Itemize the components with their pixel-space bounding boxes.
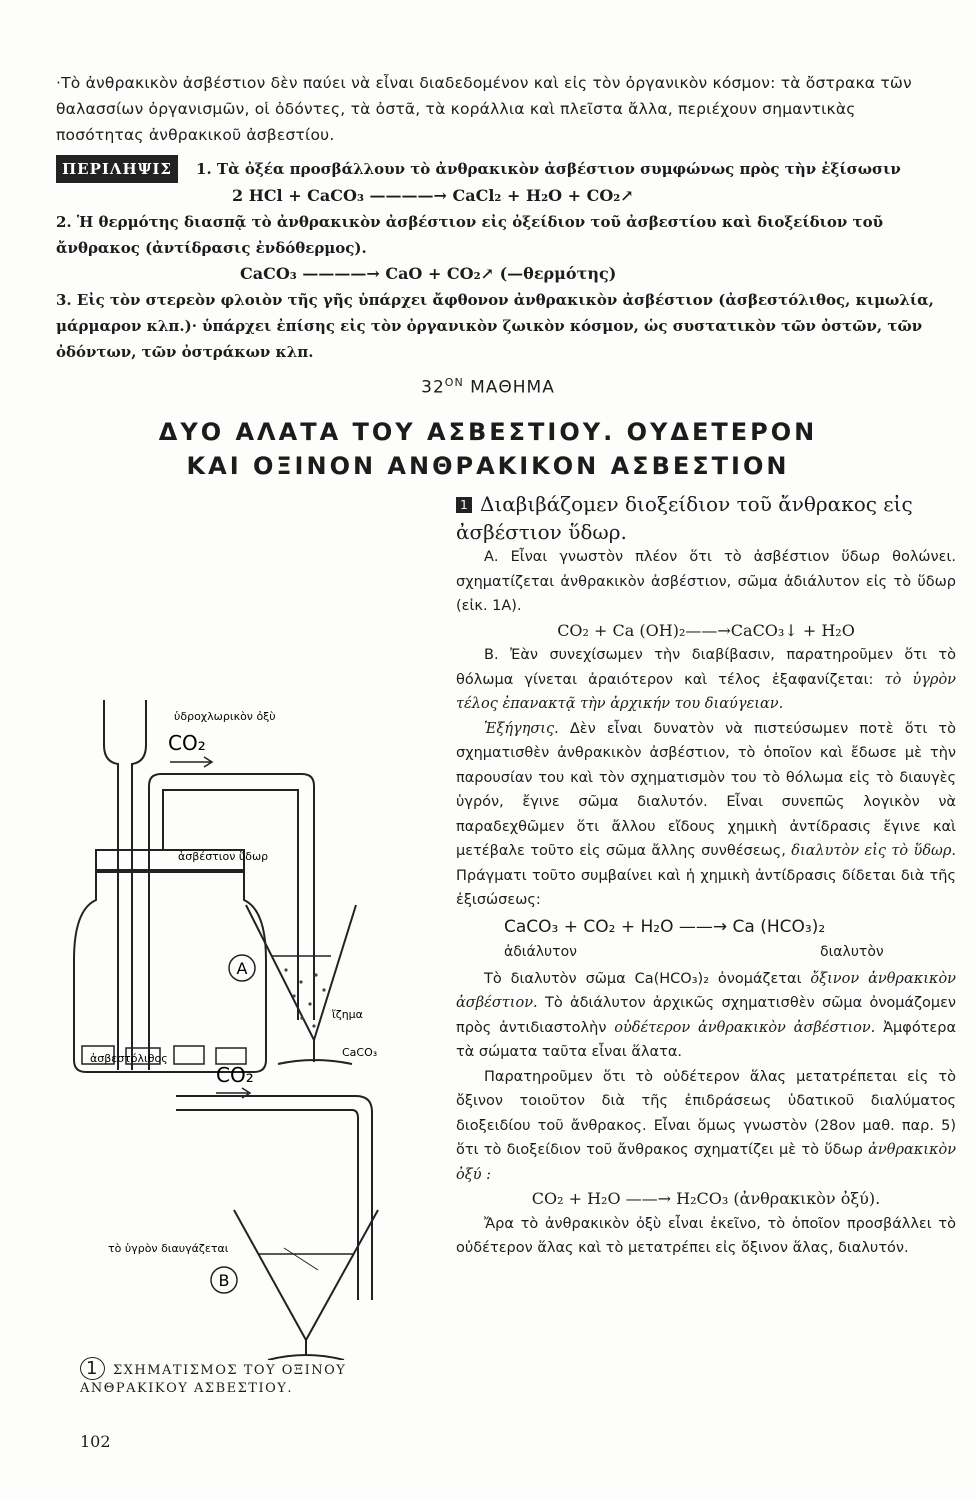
- label-co2-bottom: CO₂: [216, 1063, 254, 1087]
- caption-number: 1: [80, 1357, 105, 1380]
- precipitate-dots: [284, 968, 325, 1027]
- summary-badge: ΠΕΡΙΛΗΨΙΣ: [56, 155, 178, 183]
- equation-bicarbonate-block: [456, 913, 956, 967]
- main-text-column: [456, 545, 956, 1261]
- lesson-number: $32^{ON}$ ΜΑΘΗΜΑ: [421, 376, 555, 398]
- paragraph-conclusion: Ἄρα τὸ ἀνθρακικὸν ὀξὺ εἶναι ἐκεῖνο, τὸ ὁποῖον προσβάλλει τὸ οὐδέτερον ἅλας καὶ τὸ μετατρέπει εἰς ὄξινον ἅλας, διαλυτόν.: [456, 1215, 956, 1256]
- label-limestone: ἀσβεστόλιθος: [90, 1052, 168, 1065]
- label-insoluble: ἀδιάλυτον: [504, 943, 577, 960]
- intro-paragraph: ·Τὸ ἀνθρακικὸν ἀσβέστιον δὲν παύει νὰ εἶναι διαδεδομένον καὶ εἰς τὸν ὀργανικὸν κόσμον: τὰ ὄστρακα τῶν θαλασσίων ὀργανισμῶν, οἱ ὀδόντες, τὰ ὀστᾶ, τὰ κοράλλια καὶ πλεῖστα ἄλλα, περιέχουν σημαντικὰς ποσότητας ἀνθρακικοῦ ἀσβεστίου.: [56, 74, 912, 144]
- label-limewater: ἀσβέστιον ὕδωρ: [178, 850, 269, 863]
- paragraph-a: Α. Εἶναι γνωστὸν πλέον ὅτι τὸ ἀσβέστιον ὕδωρ θολώνει. σχηματίζεται ἀνθρακικὸν ἀσβέστιον, σῶμα ἀδιάλυτον εἰς τὸ ὕδωρ (εἰκ. 1Α).: [456, 549, 956, 614]
- summary-point-3: 3. Εἰς τὸν στερεὸν φλοιὸν τῆς γῆς ὑπάρχει ἄφθονον ἀνθρακικὸν ἀσβέστιον (ἀσβεστόλιθος, κιμωλία, μάρμαρον κλπ.)· ὑπάρχει ἐπίσης εἰς τὸν ὀργανικὸν ζωικὸν κόσμον, ὡς συστατικὸν τῶν ὀστῶν, τῶν ὀδόντων, τῶν ὀστράκων κλπ.: [56, 291, 934, 361]
- co2-arrow-top: [170, 757, 212, 767]
- label-co2-top: CO₂: [168, 731, 206, 755]
- section-marker: 1: [456, 497, 472, 513]
- label-b: B: [218, 1271, 230, 1290]
- equation-limewater: CO₂ + Ca (OH)₂——→CaCO₃↓ + H₂O: [557, 620, 855, 640]
- paragraph-b: Β. Ἐὰν συνεχίσωμεν τὴν διαβίβασιν, παρατηροῦμεν ὅτι τὸ θόλωμα γίνεται ἀραιότερον καὶ τέλος ἐξαφανίζεται: τὸ ὑγρὸν τέλος ἐπανακτᾷ τὴν ἀρχικήν του διαύγειαν.: [456, 647, 956, 712]
- summary-point-1: 1. Τὰ ὀξέα προσβάλλουν τὸ ἀνθρακικὸν ἀσβέστιον συμφώνως πρὸς τὴν ἐξίσωσιν: [196, 160, 901, 178]
- label-soluble: διαλυτὸν: [820, 943, 884, 960]
- funnel-right: [132, 700, 146, 1070]
- delivery-tube-inner: [163, 790, 298, 1020]
- equation-decomposition: CaCO₃ ————→ CaO + CO₂↗ (—θερμότης): [240, 264, 617, 283]
- label-precipitate: ἴζημα: [332, 1008, 363, 1021]
- summary-block: [56, 155, 936, 365]
- clears-pointer: [284, 1248, 318, 1270]
- funnel-left: [104, 700, 118, 1070]
- figure-apparatus: [56, 700, 446, 1360]
- label-a: A: [236, 959, 248, 978]
- equation-carbonic-acid: CO₂ + H₂O ——→ H₂CO₃ (ἀνθρακικὸν ὀξύ).: [531, 1189, 881, 1208]
- paragraph-explanation: Ἐξήγησις. Δὲν εἶναι δυνατὸν νὰ πιστεύσωμεν ποτὲ ὅτι τὸ σχηματισθὲν ἀνθρακικὸν ἀσβέστιον, τὸ ὁποῖον καὶ ἔδωσε μὲ τὴν παρουσίαν του καὶ τὸν σχηματισμὸν του τὸ θόλωμα εἰς τὸ διαυγὲς ὑγρόν, ἔγινε σῶμα διαλυτόν. Εἶναι συνεπῶς λογικὸν νὰ παραδεχθῶμεν ὅτι ἄλλου εἴδους χημικὴ ἀντίδρασις ἔγινε καὶ μετέβαλε τοῦτο εἰς σῶμα ἄλλης συνθέσεως, διαλυτὸν εἰς τὸ ὕδωρ. Πράγματι τοῦτο συμβαίνει καὶ ἡ χημικὴ ἀντίδρασις δίδεται διὰ τῆς ἐξισώσεως:: [456, 720, 957, 908]
- figure-caption: [80, 1360, 420, 1398]
- paragraph-carbonic: Παρατηροῦμεν ὅτι τὸ οὐδέτερον ἅλας μετατρέπεται εἰς τὸ ὄξινον τοιοῦτον διὰ τῆς ἐπιδράσεως ὑδατικοῦ διαλύματος διοξειδίου τοῦ ἄνθρακος. Εἶναι ὅμως γνωστὸν (28ον μαθ. παρ. 5) ὅτι τὸ διοξείδιον τοῦ ἄνθρακος σχηματίζει μὲ τὸ ὕδωρ ἀνθρακικὸν ὀξύ :: [456, 1068, 957, 1183]
- label-caco3: CaCO₃: [342, 1046, 378, 1059]
- glass-a-base: [278, 1040, 352, 1064]
- glass-b-base: [268, 1340, 344, 1360]
- paragraph-naming: Τὸ διαλυτὸν σῶμα Ca(HCO₃)₂ ὀνομάζεται ὄξινον ἀνθρακικὸν ἀσβέστιον. Τὸ ἀδιάλυτον ἀρχικῶς σχηματισθὲν σῶμα ὀνομάζομεν πρὸς ἀντιδιαστολὴν οὐδέτερον ἀνθρακικὸν ἀσβέστιον. Ἀμφότερα τὰ σώματα ταῦτα εἶναι ἅλατα.: [456, 970, 957, 1060]
- conical-glass-b: [234, 1210, 378, 1340]
- label-hcl: ὑδροχλωρικὸν ὀξὺ: [174, 710, 276, 723]
- section-heading: 1 Διαβιβάζομεν διοξείδιον τοῦ ἄνθρακος εἰς ἀσβέστιον ὕδωρ.: [456, 492, 913, 544]
- delivery-tube-outer: [149, 774, 314, 1070]
- caption-text: ΣΧΗΜΑΤΙΣΜΟΣ ΤΟΥ ΟΞΙΝΟΥ ΑΝΘΡΑΚΙΚΟΥ ΑΣΒΕΣΤΙΟΥ.: [80, 1363, 347, 1396]
- lesson-title-line2: ΚΑΙ ΟΞΙΝΟΝ ΑΝΘΡΑΚΙΚΟΝ ΑΣΒΕΣΤΙΟΝ: [186, 452, 790, 480]
- equation-hcl-caco3: 2 HCl + CaCO₃ ————→ CaCl₂ + H₂O + CO₂↗: [232, 186, 634, 205]
- tube-b-outer: [176, 1096, 372, 1300]
- lesson-title-line1: ΔΥΟ ΑΛΑΤΑ ΤΟΥ ΑΣΒΕΣΤΙΟΥ. ΟΥΔΕΤΕΡΟΝ: [158, 418, 818, 446]
- equation-bicarbonate: CaCO₃ + CO₂ + H₂O ——→ Ca (HCO₃)₂: [504, 916, 826, 937]
- summary-point-2: 2. Ἡ θερμότης διασπᾷ τὸ ἀνθρακικὸν ἀσβέστιον εἰς ὀξείδιον τοῦ ἀσβεστίου καὶ διοξείδιον τοῦ ἄνθρακος (ἀντίδρασις ἐνδόθερμος).: [56, 213, 884, 257]
- page-number: 102: [80, 1432, 111, 1451]
- label-clears: τὸ ὑγρὸν διαυγάζεται: [108, 1242, 229, 1255]
